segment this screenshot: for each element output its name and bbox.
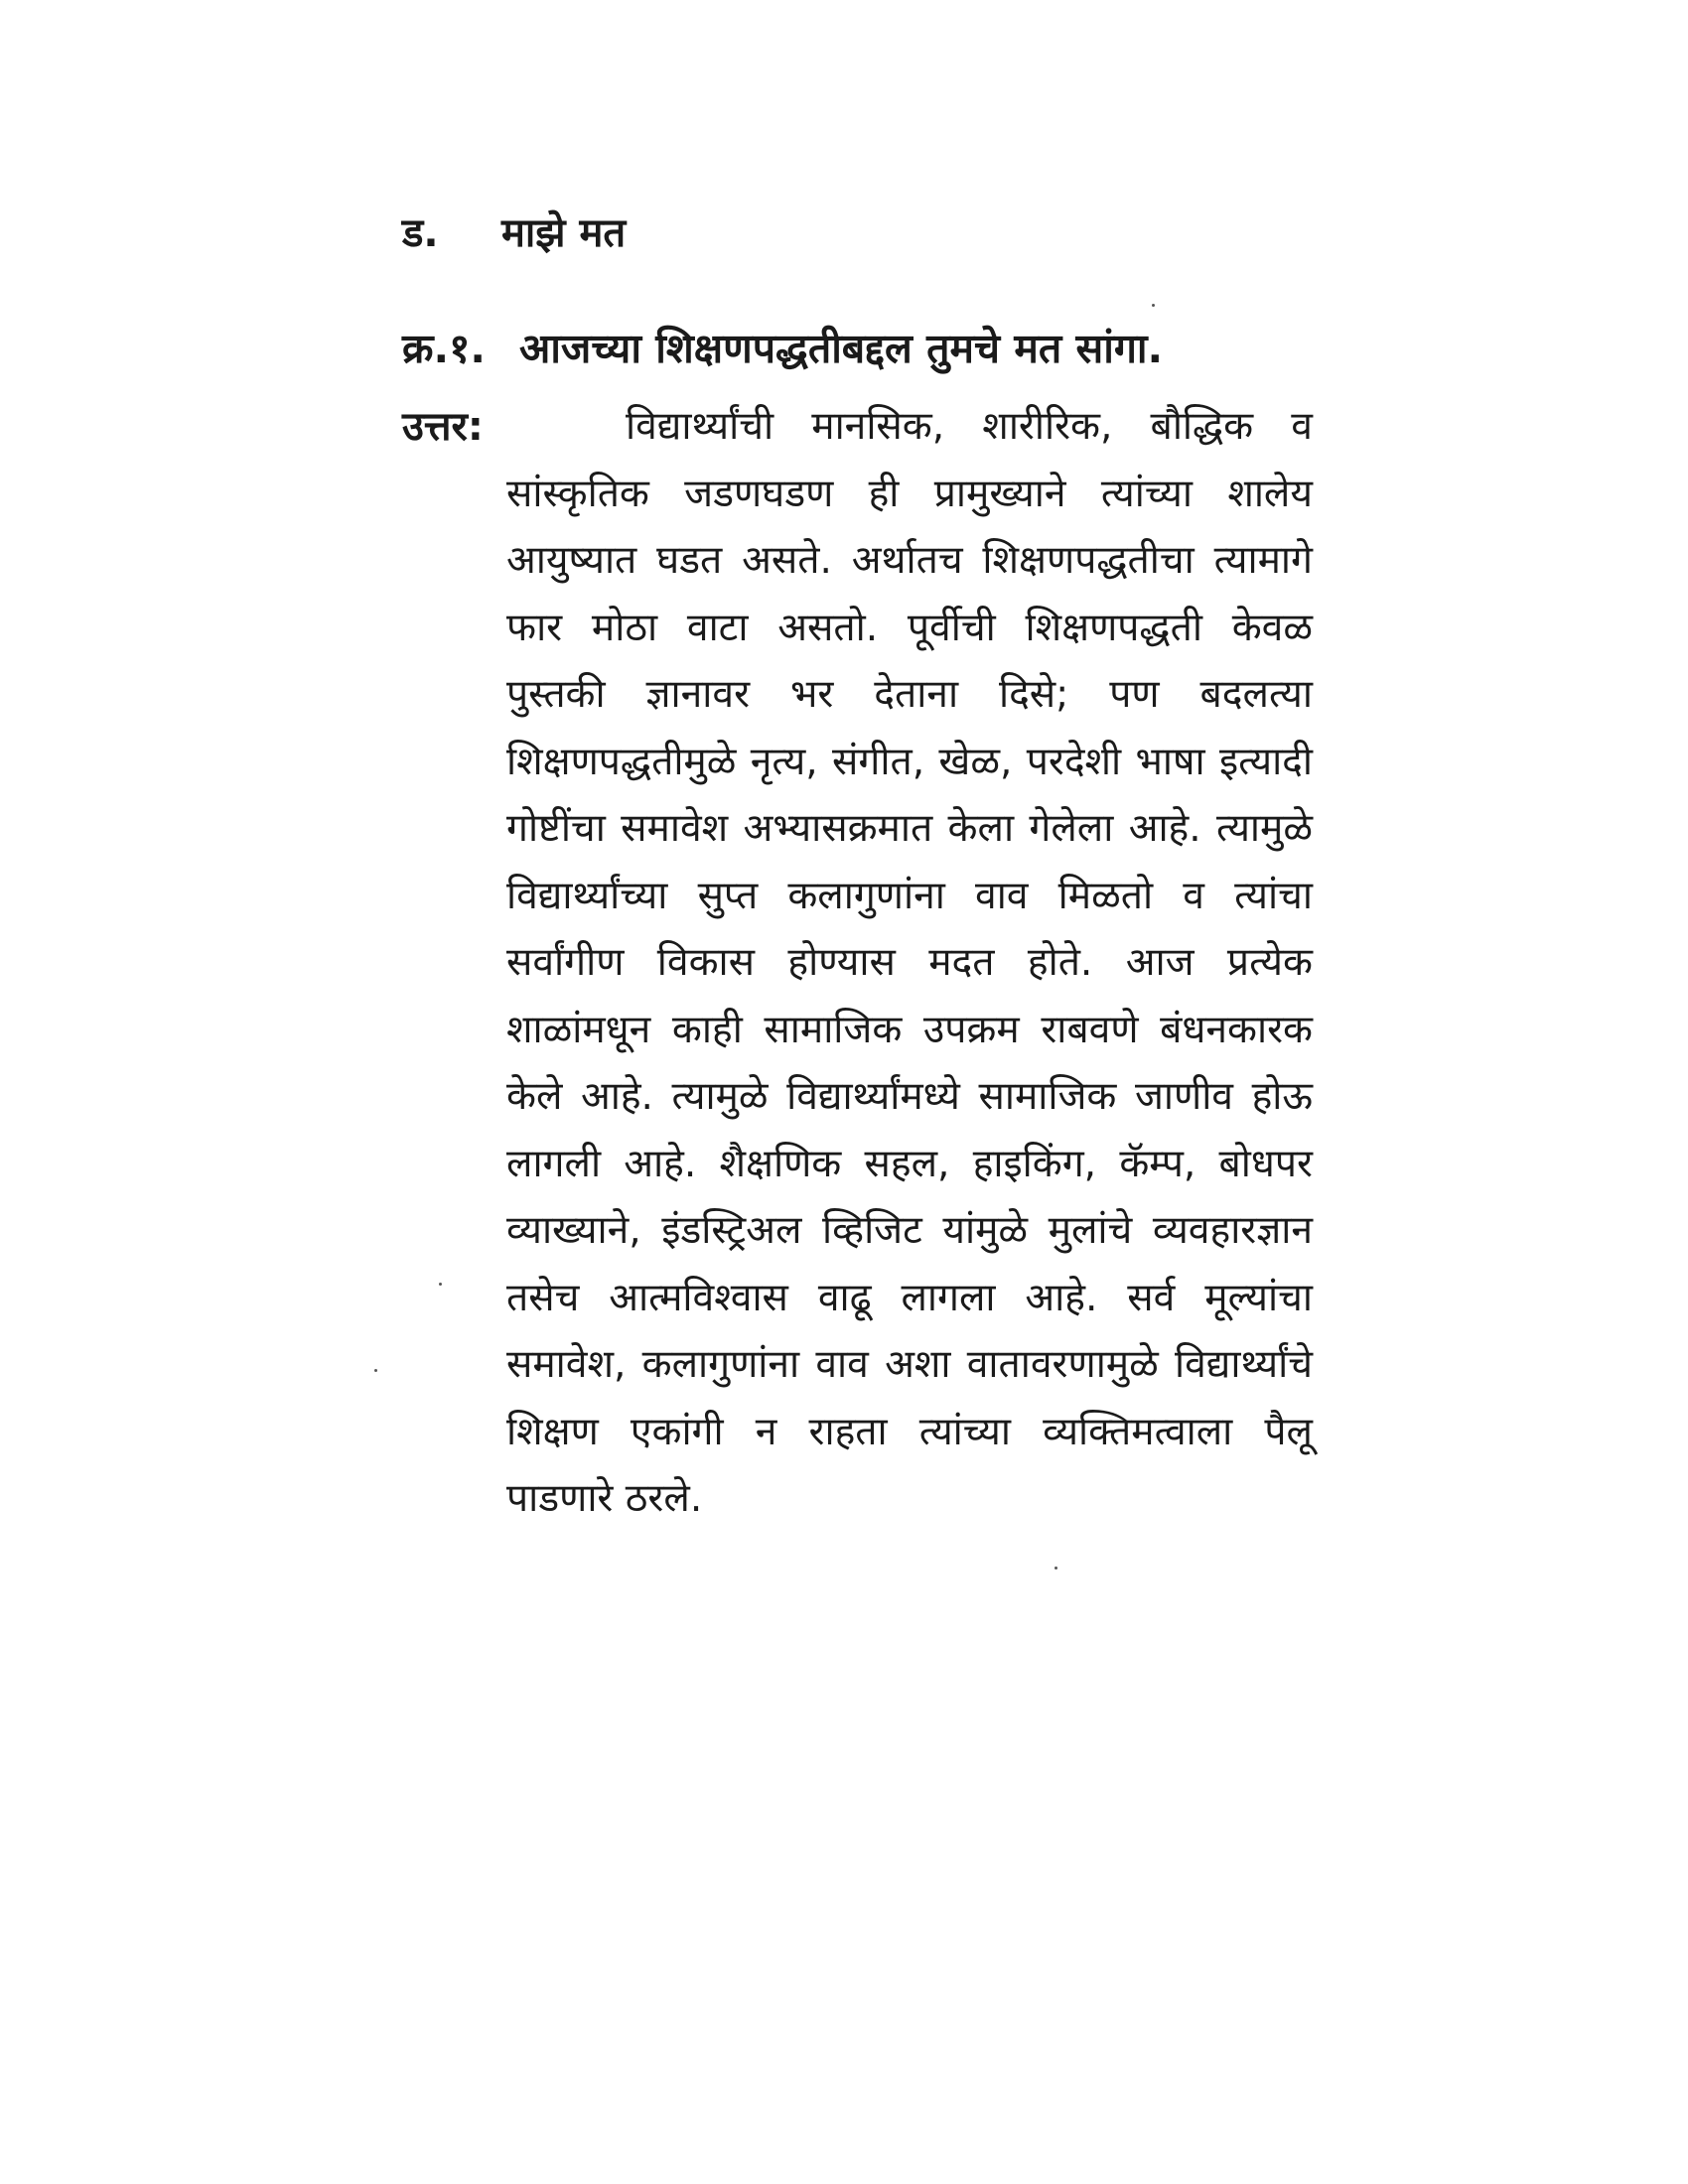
question-text: आजच्या शिक्षणपद्धतीबद्दल तुमचे मत सांगा. — [519, 325, 1164, 372]
scan-speck — [374, 1369, 377, 1372]
scan-speck — [1055, 1567, 1057, 1570]
scan-speck — [1152, 304, 1155, 307]
section-heading — [402, 204, 626, 258]
question-line — [402, 320, 1163, 375]
question-number: क्र.१. — [402, 325, 486, 372]
answer-label: उत्तर: — [402, 404, 484, 450]
section-title: माझे मत — [501, 210, 627, 256]
section-number: ड. — [402, 210, 439, 256]
scan-speck — [439, 1283, 442, 1286]
answer-paragraph: विद्यार्थ्यांची मानसिक, शारीरिक, बौद्धिक व सांस्कृतिक जडणघडण ही प्रामुख्याने त्यांच्या शालेय आयुष्यात घडत असते. अर्थातच शिक्षणपद्धतीचा त्यामागे फार मोठा वाटा असतो. पूर्वीची शिक्षणपद्धती केवळ पुस्तकी ज्ञानावर भर देताना दिसे; पण बदलत्या शिक्षणपद्धतीमुळे नृत्य, संगीत, खेळ, परदेशी भाषा इत्यादी गोष्टींचा समावेश अभ्यासक्रमात केला गेलेला आहे. त्यामुळे विद्यार्थ्यांच्या सुप्त कलागुणांना वाव मिळतो व त्यांचा सर्वांगीण विकास होण्यास मदत होते. आज प्रत्येक शाळांमधून काही सामाजिक उपक्रम राबवणे बंधनकारक केले आहे. त्यामुळे विद्यार्थ्यांमध्ये सामाजिक जाणीव होऊ लागली आहे. शैक्षणिक सहल, हाइकिंग, कॅम्प, बोधपर व्याख्याने, इंडस्ट्रिअल व्हिजिट यांमुळे मुलांचे व्यवहारज्ञान तसेच आत्मविश्वास वाढू लागला आहे. सर्व मूल्यांचा समावेश, कलागुणांना वाव अशा वातावरणामुळे विद्यार्थ्यांचे शिक्षण एकांगी न राहता त्यांच्या व्यक्तिमत्वाला पैलू पाडणारे ठरले. — [506, 404, 1313, 1521]
